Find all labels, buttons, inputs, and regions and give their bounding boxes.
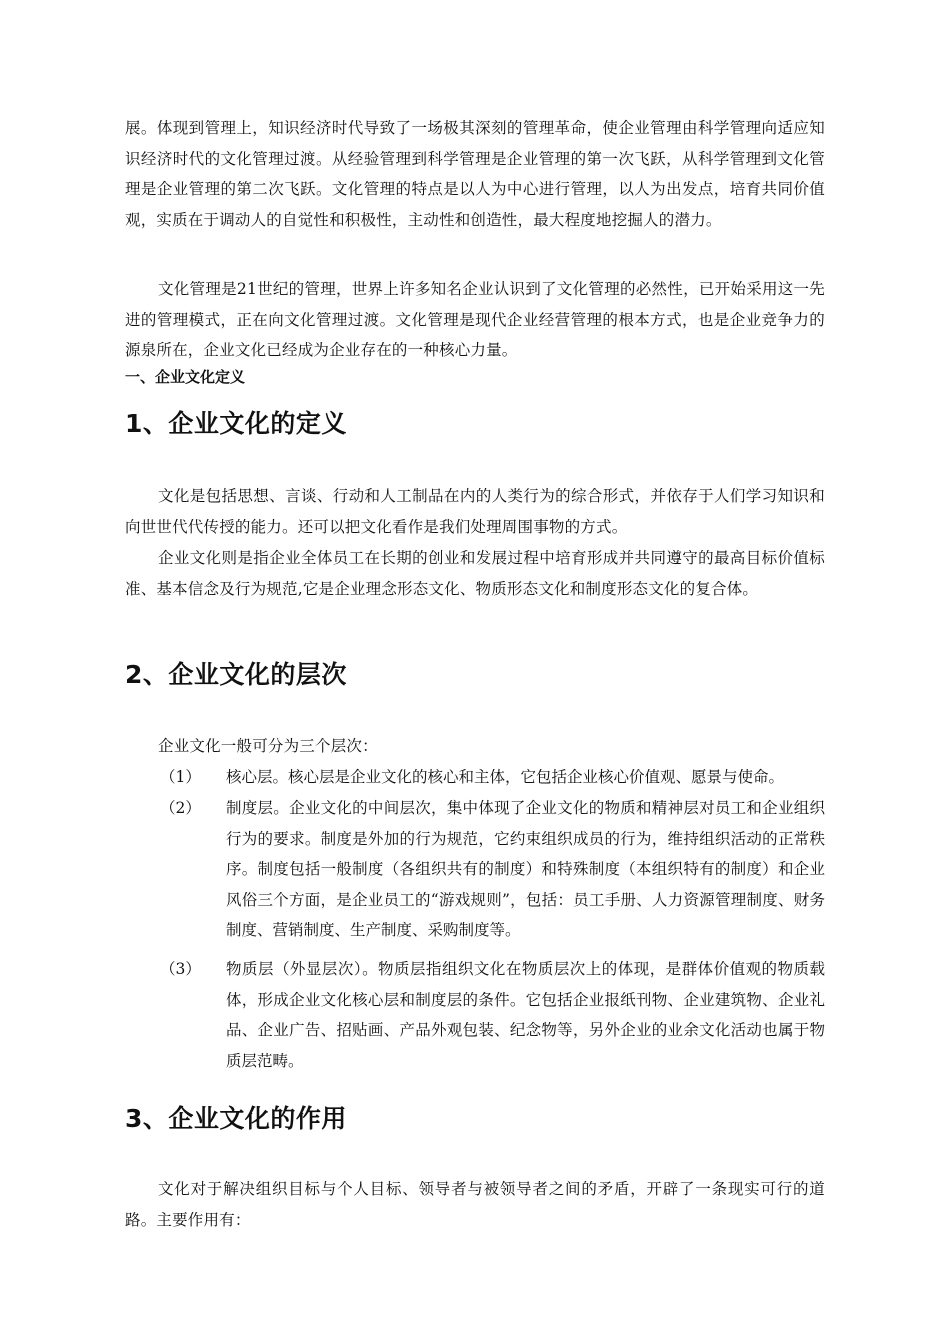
list-text: 核心层。核心层是企业文化的核心和主体，它包括企业核心价值观、愿景与使命。 [226,768,785,786]
list-number: （3） [160,960,201,978]
body-paragraph: 文化是包括思想、言谈、行动和人工制品在内的人类行为的综合形式，并依存于人们学习知识和向世世代代传授的能力。还可以把文化看作是我们处理周围事物的方式。 [125,487,825,536]
body-paragraph: 展。体现到管理上，知识经济时代导致了一场极其深刻的管理革命，使企业管理由科学管理向适应知识经济时代的文化管理过渡。从经验管理到科学管理是企业管理的第一次飞跃，从科学管理到文化管理是企业管理的第二次飞跃。文化管理的特点是以人为中心进行管理，以人为出发点，培育共同价值观，实质在于调动人的自觉性和积极性，主动性和创造性，最大程度地挖掘人的潜力。 [125,119,825,229]
section-title: 一、企业文化定义 [125,368,246,386]
body-paragraph: 企业文化则是指企业全体员工在长期的创业和发展过程中培育形成并共同遵守的最高目标价值标准、基本信念及行为规范,它是企业理念形态文化、物质形态文化和制度形态文化的复合体。 [125,549,825,598]
heading-functions: 3、企业文化的作用 [125,1104,347,1133]
list-text: 物质层（外显层次）。物质层指组织文化在物质层次上的体现，是群体价值观的物质载体，形成企业文化核心层和制度层的条件。它包括企业报纸刊物、企业建筑物、企业礼品、企业广告、招贴画、产品外观包装、纪念物等，另外企业的业余文化活动也属于物质层范畴。 [226,960,825,1070]
body-paragraph: 文化管理是21世纪的管理，世界上许多知名企业认识到了文化管理的必然性，已开始采用这一先进的管理模式，正在向文化管理过渡。文化管理是现代企业经营管理的根本方式，也是企业竞争力的源泉所在，企业文化已经成为企业存在的一种核心力量。 [125,280,825,359]
body-paragraph: 文化对于解决组织目标与个人目标、领导者与被领导者之间的矛盾，开辟了一条现实可行的道路。主要作用有： [125,1180,825,1229]
list-number: （2） [160,799,201,817]
heading-definition: 1、企业文化的定义 [125,409,347,438]
list-number: （1） [160,768,201,786]
list-text: 制度层。企业文化的中间层次，集中体现了企业文化的物质和精神层对员工和企业组织行为的要求。制度是外加的行为规范，它约束组织成员的行为，维持组织活动的正常秩序。制度包括一般制度（各组织共有的制度）和特殊制度（本组织特有的制度）和企业风俗三个方面，是企业员工的“游戏规则”，包括：员工手册、人力资源管理制度、财务制度、营销制度、生产制度、采购制度等。 [226,799,825,939]
list-intro: 企业文化一般可分为三个层次： [158,737,378,755]
heading-levels: 2、企业文化的层次 [125,660,347,689]
